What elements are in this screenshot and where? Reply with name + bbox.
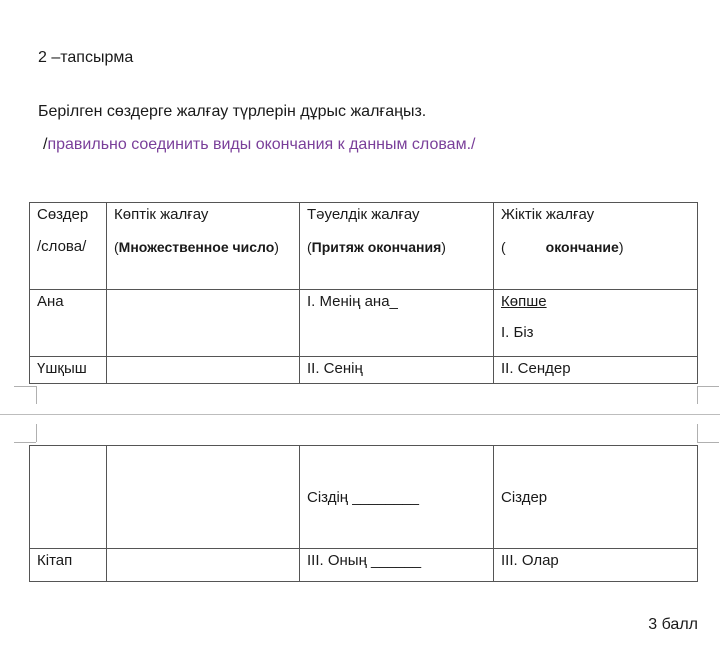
header-cell-plural xyxy=(107,203,300,290)
instruction-ru-text: правильно соединить виды окончания к данным словам. xyxy=(47,136,472,153)
header-sub: /слова/ xyxy=(37,238,87,255)
word-cell: Ана xyxy=(30,290,107,357)
answer-cell-plural[interactable] xyxy=(107,357,300,384)
header-main: Жіктік жалғау xyxy=(501,206,595,223)
margin-corner-mark xyxy=(14,442,36,443)
margin-corner-mark xyxy=(697,442,719,443)
possessive-cell: I. Менің ана_ xyxy=(300,290,494,357)
table-row xyxy=(30,357,698,384)
word-cell xyxy=(30,446,107,549)
table-row xyxy=(30,549,698,582)
word-cell: Кітап xyxy=(30,549,107,582)
margin-corner-mark xyxy=(697,424,698,442)
plural-heading: Көпше xyxy=(501,293,547,310)
margin-corner-mark xyxy=(14,386,36,387)
personal-cell: II. Сендер xyxy=(494,357,698,384)
endings-table xyxy=(29,202,698,384)
endings-table-continued xyxy=(29,445,698,582)
header-sub: ( окончание) xyxy=(501,239,624,255)
page-break xyxy=(0,386,720,416)
margin-corner-mark xyxy=(697,386,719,387)
answer-cell-plural[interactable] xyxy=(107,549,300,582)
instruction-translation xyxy=(43,136,475,154)
header-cell-personal xyxy=(494,203,698,290)
margin-corner-mark xyxy=(36,424,37,442)
personal-cell xyxy=(494,290,698,357)
answer-cell-plural[interactable] xyxy=(107,446,300,549)
possessive-cell: II. Сенің xyxy=(300,357,494,384)
slash-close: / xyxy=(471,136,476,153)
personal-cell: Сіздер xyxy=(494,446,698,549)
header-cell-possessive xyxy=(300,203,494,290)
personal-form: I. Біз xyxy=(501,324,534,341)
possessive-cell: III. Оның ______ xyxy=(300,549,494,582)
word-cell: Үшқыш xyxy=(30,357,107,384)
header-sub: (Множественное число) xyxy=(114,239,279,255)
table-row xyxy=(30,290,698,357)
header-cell-words xyxy=(30,203,107,290)
header-row xyxy=(30,203,698,290)
score-label: 3 балл xyxy=(648,616,698,633)
header-main: Сөздер xyxy=(37,206,89,223)
slash-open: / xyxy=(43,136,48,153)
page-edge-line xyxy=(0,414,720,415)
task-title: 2 –тапсырма xyxy=(38,49,134,66)
header-sub: (Притяж окончания) xyxy=(307,239,446,255)
answer-cell-plural[interactable] xyxy=(107,290,300,357)
table-row xyxy=(30,446,698,549)
header-main: Көптік жалғау xyxy=(114,206,209,223)
margin-corner-mark xyxy=(697,386,698,404)
margin-corner-mark xyxy=(36,386,37,404)
header-main: Тәуелдік жалғау xyxy=(307,206,420,223)
instruction-text: Берілген сөздерге жалғау түрлерін дұрыс жалғаңыз. xyxy=(38,103,427,120)
personal-cell: III. Олар xyxy=(494,549,698,582)
possessive-cell: Сіздің ________ xyxy=(300,446,494,549)
